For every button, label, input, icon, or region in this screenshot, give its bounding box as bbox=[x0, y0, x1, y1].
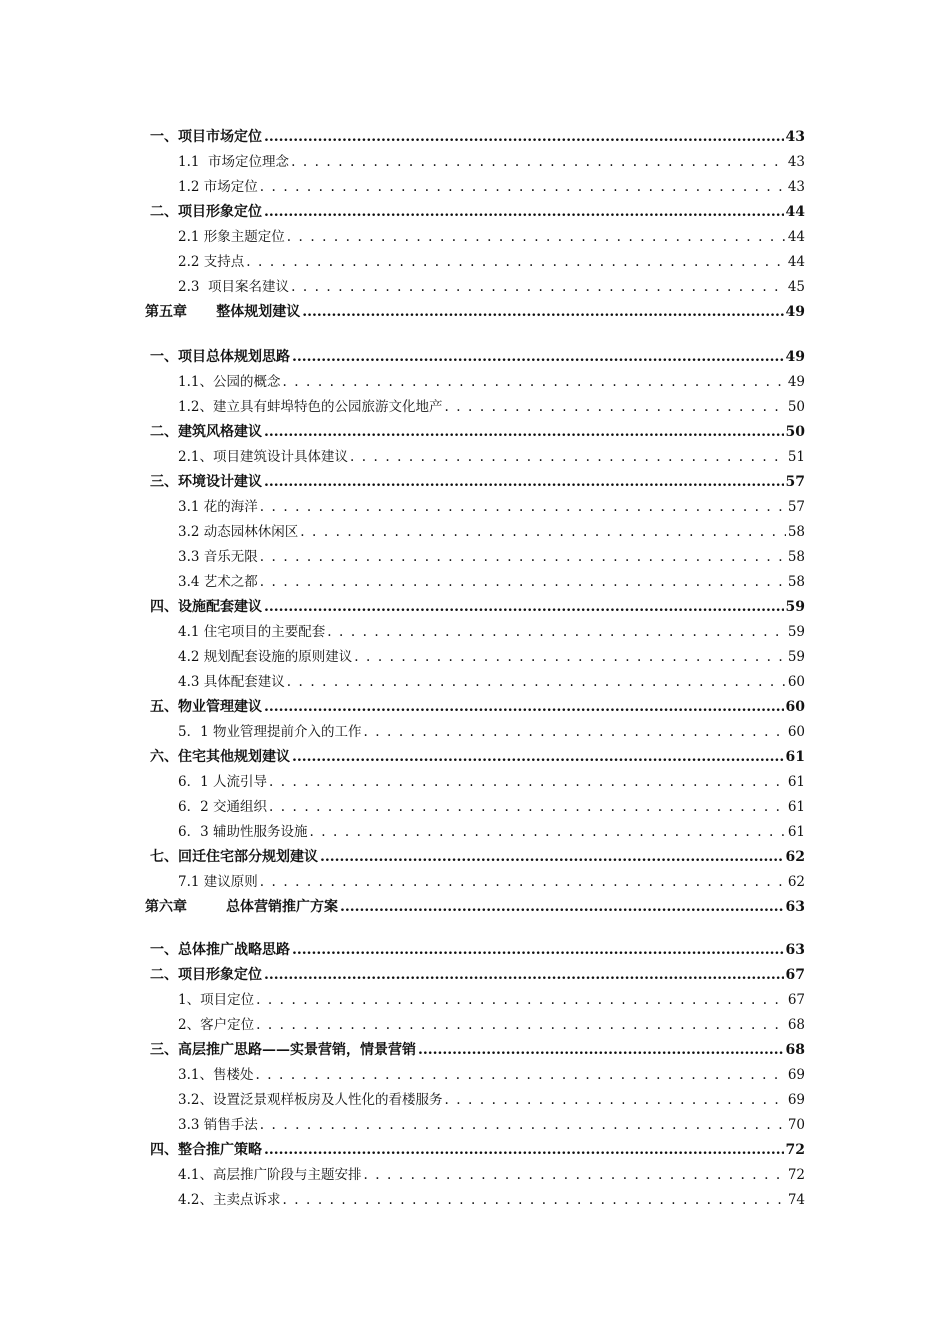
toc-entry-title: 四、设施配套建议 bbox=[150, 599, 262, 615]
toc-entry-title: 二、项目形象定位 bbox=[150, 967, 262, 983]
toc-entry-title: 第五章 整体规划建议 bbox=[145, 304, 301, 320]
toc-page-number: 43 bbox=[787, 154, 805, 170]
toc-entry-title: 3.1 花的海洋 bbox=[178, 499, 258, 515]
toc-page-number: 50 bbox=[785, 424, 805, 440]
toc-dot-leader bbox=[444, 1088, 785, 1112]
toc-page-number: 61 bbox=[787, 774, 805, 790]
toc-dot-leader bbox=[264, 200, 784, 224]
toc-page-number: 45 bbox=[787, 279, 805, 295]
toc-entry-title: 二、项目形象定位 bbox=[150, 204, 262, 220]
toc-section-row[interactable] bbox=[150, 420, 805, 444]
toc-entry-title: 3.4 艺术之都 bbox=[178, 574, 258, 590]
toc-entry-title: 5．1 物业管理提前介入的工作 bbox=[178, 724, 362, 740]
toc-page-number: 70 bbox=[787, 1117, 805, 1133]
toc-entry-title: 1.2 市场定位 bbox=[178, 179, 258, 195]
toc-subsection-row[interactable] bbox=[178, 520, 805, 544]
toc-dot-leader bbox=[264, 1138, 784, 1162]
toc-entry-title: 1.1、公园的概念 bbox=[178, 374, 281, 390]
toc-dot-leader bbox=[264, 470, 784, 494]
toc-subsection-row[interactable] bbox=[178, 150, 805, 174]
toc-subsection-row[interactable] bbox=[178, 720, 805, 744]
toc-entry-title: 三、高层推广思路——实景营销，情景营销 bbox=[150, 1042, 416, 1058]
toc-chapter-row[interactable] bbox=[145, 895, 805, 919]
toc-page-number: 61 bbox=[787, 799, 805, 815]
toc-entry-title: 2、客户定位 bbox=[178, 1017, 255, 1033]
toc-page-number: 63 bbox=[785, 942, 805, 958]
toc-page-number: 72 bbox=[785, 1142, 805, 1158]
toc-section-row[interactable] bbox=[150, 695, 805, 719]
toc-dot-leader bbox=[354, 645, 786, 669]
toc-dot-leader bbox=[291, 275, 786, 299]
toc-dot-leader bbox=[340, 895, 784, 919]
toc-page-number: 69 bbox=[787, 1067, 805, 1083]
toc-page-number: 61 bbox=[785, 749, 805, 765]
toc-entry-title: 一、项目总体规划思路 bbox=[150, 349, 290, 365]
toc-dot-leader bbox=[320, 845, 784, 869]
toc-page-number: 58 bbox=[787, 549, 805, 565]
toc-page-number: 60 bbox=[785, 699, 805, 715]
toc-dot-leader bbox=[260, 870, 786, 894]
toc-page-number: 51 bbox=[787, 449, 805, 465]
toc-entry-title: 1.1 市场定位理念 bbox=[178, 154, 290, 170]
toc-dot-leader bbox=[260, 545, 786, 569]
toc-page-number: 44 bbox=[787, 254, 805, 270]
toc-section-row[interactable] bbox=[150, 938, 805, 962]
toc-entry-title: 4.2、主卖点诉求 bbox=[178, 1192, 281, 1208]
toc-subsection-row[interactable] bbox=[178, 1088, 805, 1112]
toc-page-number: 49 bbox=[785, 304, 805, 320]
toc-page-number: 63 bbox=[785, 899, 805, 915]
toc-subsection-row[interactable] bbox=[178, 275, 805, 299]
toc-section-row[interactable] bbox=[150, 845, 805, 869]
toc-entry-title: 三、环境设计建议 bbox=[150, 474, 262, 490]
toc-dot-leader bbox=[260, 1113, 786, 1137]
toc-dot-leader bbox=[264, 695, 784, 719]
toc-section-row[interactable] bbox=[150, 470, 805, 494]
toc-subsection-row[interactable] bbox=[178, 445, 805, 469]
toc-section-row[interactable] bbox=[150, 1038, 805, 1062]
toc-subsection-row[interactable] bbox=[178, 495, 805, 519]
toc-entry-title: 五、物业管理建议 bbox=[150, 699, 262, 715]
toc-page-number: 49 bbox=[787, 374, 805, 390]
toc-dot-leader bbox=[269, 770, 786, 794]
toc-entry-title: 6．2 交通组织 bbox=[178, 799, 267, 815]
toc-subsection-row[interactable] bbox=[178, 670, 805, 694]
toc-page-number: 59 bbox=[787, 624, 805, 640]
toc-dot-leader bbox=[292, 345, 784, 369]
toc-dot-leader bbox=[327, 620, 786, 644]
toc-page-number: 58 bbox=[787, 524, 805, 540]
toc-dot-leader bbox=[287, 225, 786, 249]
toc-section-row[interactable] bbox=[150, 595, 805, 619]
toc-dot-leader bbox=[264, 595, 784, 619]
toc-section-row[interactable] bbox=[150, 963, 805, 987]
toc-dot-leader bbox=[291, 150, 786, 174]
toc-subsection-row[interactable] bbox=[178, 1113, 805, 1137]
toc-subsection-row[interactable] bbox=[178, 1188, 805, 1212]
toc-entry-title: 1、项目定位 bbox=[178, 992, 255, 1008]
toc-subsection-row[interactable] bbox=[178, 1063, 805, 1087]
toc-subsection-row[interactable] bbox=[178, 225, 805, 249]
toc-dot-leader bbox=[363, 1163, 785, 1187]
toc-subsection-row[interactable] bbox=[178, 250, 805, 274]
toc-subsection-row[interactable] bbox=[178, 770, 805, 794]
toc-entry-title: 6．1 人流引导 bbox=[178, 774, 267, 790]
toc-page-number: 59 bbox=[785, 599, 805, 615]
toc-subsection-row[interactable] bbox=[178, 1163, 805, 1187]
toc-section-row[interactable] bbox=[150, 745, 805, 769]
toc-dot-leader bbox=[260, 175, 786, 199]
toc-dot-leader bbox=[302, 300, 783, 324]
toc-page-number: 62 bbox=[787, 874, 805, 890]
toc-page-number: 61 bbox=[787, 824, 805, 840]
toc-dot-leader bbox=[300, 520, 786, 544]
toc-entry-title: 4.3 具体配套建议 bbox=[178, 674, 285, 690]
toc-dot-leader bbox=[292, 938, 784, 962]
toc-entry-title: 4.1、高层推广阶段与主题安排 bbox=[178, 1167, 362, 1183]
toc-dot-leader bbox=[256, 1013, 786, 1037]
toc-dot-leader bbox=[256, 988, 786, 1012]
toc-subsection-row[interactable] bbox=[178, 370, 805, 394]
toc-dot-leader bbox=[287, 670, 786, 694]
toc-entry-title: 3.2、设置泛景观样板房及人性化的看楼服务 bbox=[178, 1092, 443, 1108]
toc-page-number: 69 bbox=[787, 1092, 805, 1108]
toc-page-number: 44 bbox=[787, 229, 805, 245]
toc-entry-title: 1.2、建立具有蚌埠特色的公园旅游文化地产 bbox=[178, 399, 443, 415]
toc-entry-title: 4.2 规划配套设施的原则建议 bbox=[178, 649, 353, 665]
toc-entry-title: 7.1 建议原则 bbox=[178, 874, 258, 890]
toc-page-number: 57 bbox=[787, 499, 805, 515]
toc-entry-title: 3.1、售楼处 bbox=[178, 1067, 254, 1083]
toc-page-number: 60 bbox=[787, 724, 805, 740]
toc-dot-leader bbox=[350, 445, 786, 469]
toc-entry-title: 七、回迁住宅部分规划建议 bbox=[150, 849, 318, 865]
toc-entry-title: 6．3 辅助性服务设施 bbox=[178, 824, 308, 840]
toc-entry-title: 四、整合推广策略 bbox=[150, 1142, 262, 1158]
toc-dot-leader bbox=[264, 420, 784, 444]
toc-entry-title: 3.2 动态园林休闲区 bbox=[178, 524, 299, 540]
toc-entry-title: 2.1 形象主题定位 bbox=[178, 229, 285, 245]
toc-section-row[interactable] bbox=[150, 125, 805, 149]
toc-page-number: 72 bbox=[787, 1167, 805, 1183]
toc-subsection-row[interactable] bbox=[178, 545, 805, 569]
toc-chapter-row[interactable] bbox=[145, 300, 805, 324]
toc-subsection-row[interactable] bbox=[178, 620, 805, 644]
toc-page-number: 58 bbox=[787, 574, 805, 590]
toc-page-number: 74 bbox=[787, 1192, 805, 1208]
toc-dot-leader bbox=[264, 963, 784, 987]
toc-entry-title: 2.2 支持点 bbox=[178, 254, 245, 270]
toc-entry-title: 2.3 项目案名建议 bbox=[178, 279, 290, 295]
toc-dot-leader bbox=[282, 1188, 785, 1212]
toc-subsection-row[interactable] bbox=[178, 645, 805, 669]
toc-dot-leader bbox=[255, 1063, 785, 1087]
toc-page-number: 67 bbox=[787, 992, 805, 1008]
toc-subsection-row[interactable] bbox=[178, 820, 805, 844]
toc-entry-title: 3.3 音乐无限 bbox=[178, 549, 258, 565]
toc-subsection-row[interactable] bbox=[178, 870, 805, 894]
toc-subsection-row[interactable] bbox=[178, 988, 805, 1012]
toc-dot-leader bbox=[282, 370, 785, 394]
toc-page-number: 60 bbox=[787, 674, 805, 690]
toc-page-number: 68 bbox=[787, 1017, 805, 1033]
toc-entry-title: 2.1、项目建筑设计具体建议 bbox=[178, 449, 348, 465]
toc-section-row[interactable] bbox=[150, 345, 805, 369]
toc-entry-title: 4.1 住宅项目的主要配套 bbox=[178, 624, 326, 640]
toc-dot-leader bbox=[246, 250, 786, 274]
toc-subsection-row[interactable] bbox=[178, 570, 805, 594]
toc-page-number: 49 bbox=[785, 349, 805, 365]
toc-subsection-row[interactable] bbox=[178, 795, 805, 819]
toc-subsection-row[interactable] bbox=[178, 175, 805, 199]
toc-page-number: 67 bbox=[785, 967, 805, 983]
toc-page-number: 43 bbox=[787, 179, 805, 195]
toc-subsection-row[interactable] bbox=[178, 1013, 805, 1037]
toc-entry-title: 六、住宅其他规划建议 bbox=[150, 749, 290, 765]
toc-entry-title: 3.3 销售手法 bbox=[178, 1117, 258, 1133]
toc-page-number: 68 bbox=[785, 1042, 805, 1058]
toc-dot-leader bbox=[444, 395, 785, 419]
toc-dot-leader bbox=[292, 745, 784, 769]
toc-dot-leader bbox=[269, 795, 786, 819]
toc-entry-title: 第六章 总体营销推广方案 bbox=[145, 899, 338, 915]
toc-dot-leader bbox=[260, 495, 786, 519]
toc-section-row[interactable] bbox=[150, 1138, 805, 1162]
toc-entry-title: 二、建筑风格建议 bbox=[150, 424, 262, 440]
toc-page-number: 43 bbox=[785, 129, 805, 145]
toc-dot-leader bbox=[363, 720, 785, 744]
toc-dot-leader bbox=[309, 820, 785, 844]
toc-page-number: 50 bbox=[787, 399, 805, 415]
toc-dot-leader bbox=[260, 570, 786, 594]
toc-page-number: 44 bbox=[785, 204, 805, 220]
toc-dot-leader bbox=[418, 1038, 784, 1062]
toc-entry-title: 一、总体推广战略思路 bbox=[150, 942, 290, 958]
toc-entry-title: 一、项目市场定位 bbox=[150, 129, 262, 145]
toc-subsection-row[interactable] bbox=[178, 395, 805, 419]
toc-dot-leader bbox=[264, 125, 784, 149]
toc-page-number: 57 bbox=[785, 474, 805, 490]
toc-page-number: 59 bbox=[787, 649, 805, 665]
toc-page-number: 62 bbox=[785, 849, 805, 865]
toc-section-row[interactable] bbox=[150, 200, 805, 224]
